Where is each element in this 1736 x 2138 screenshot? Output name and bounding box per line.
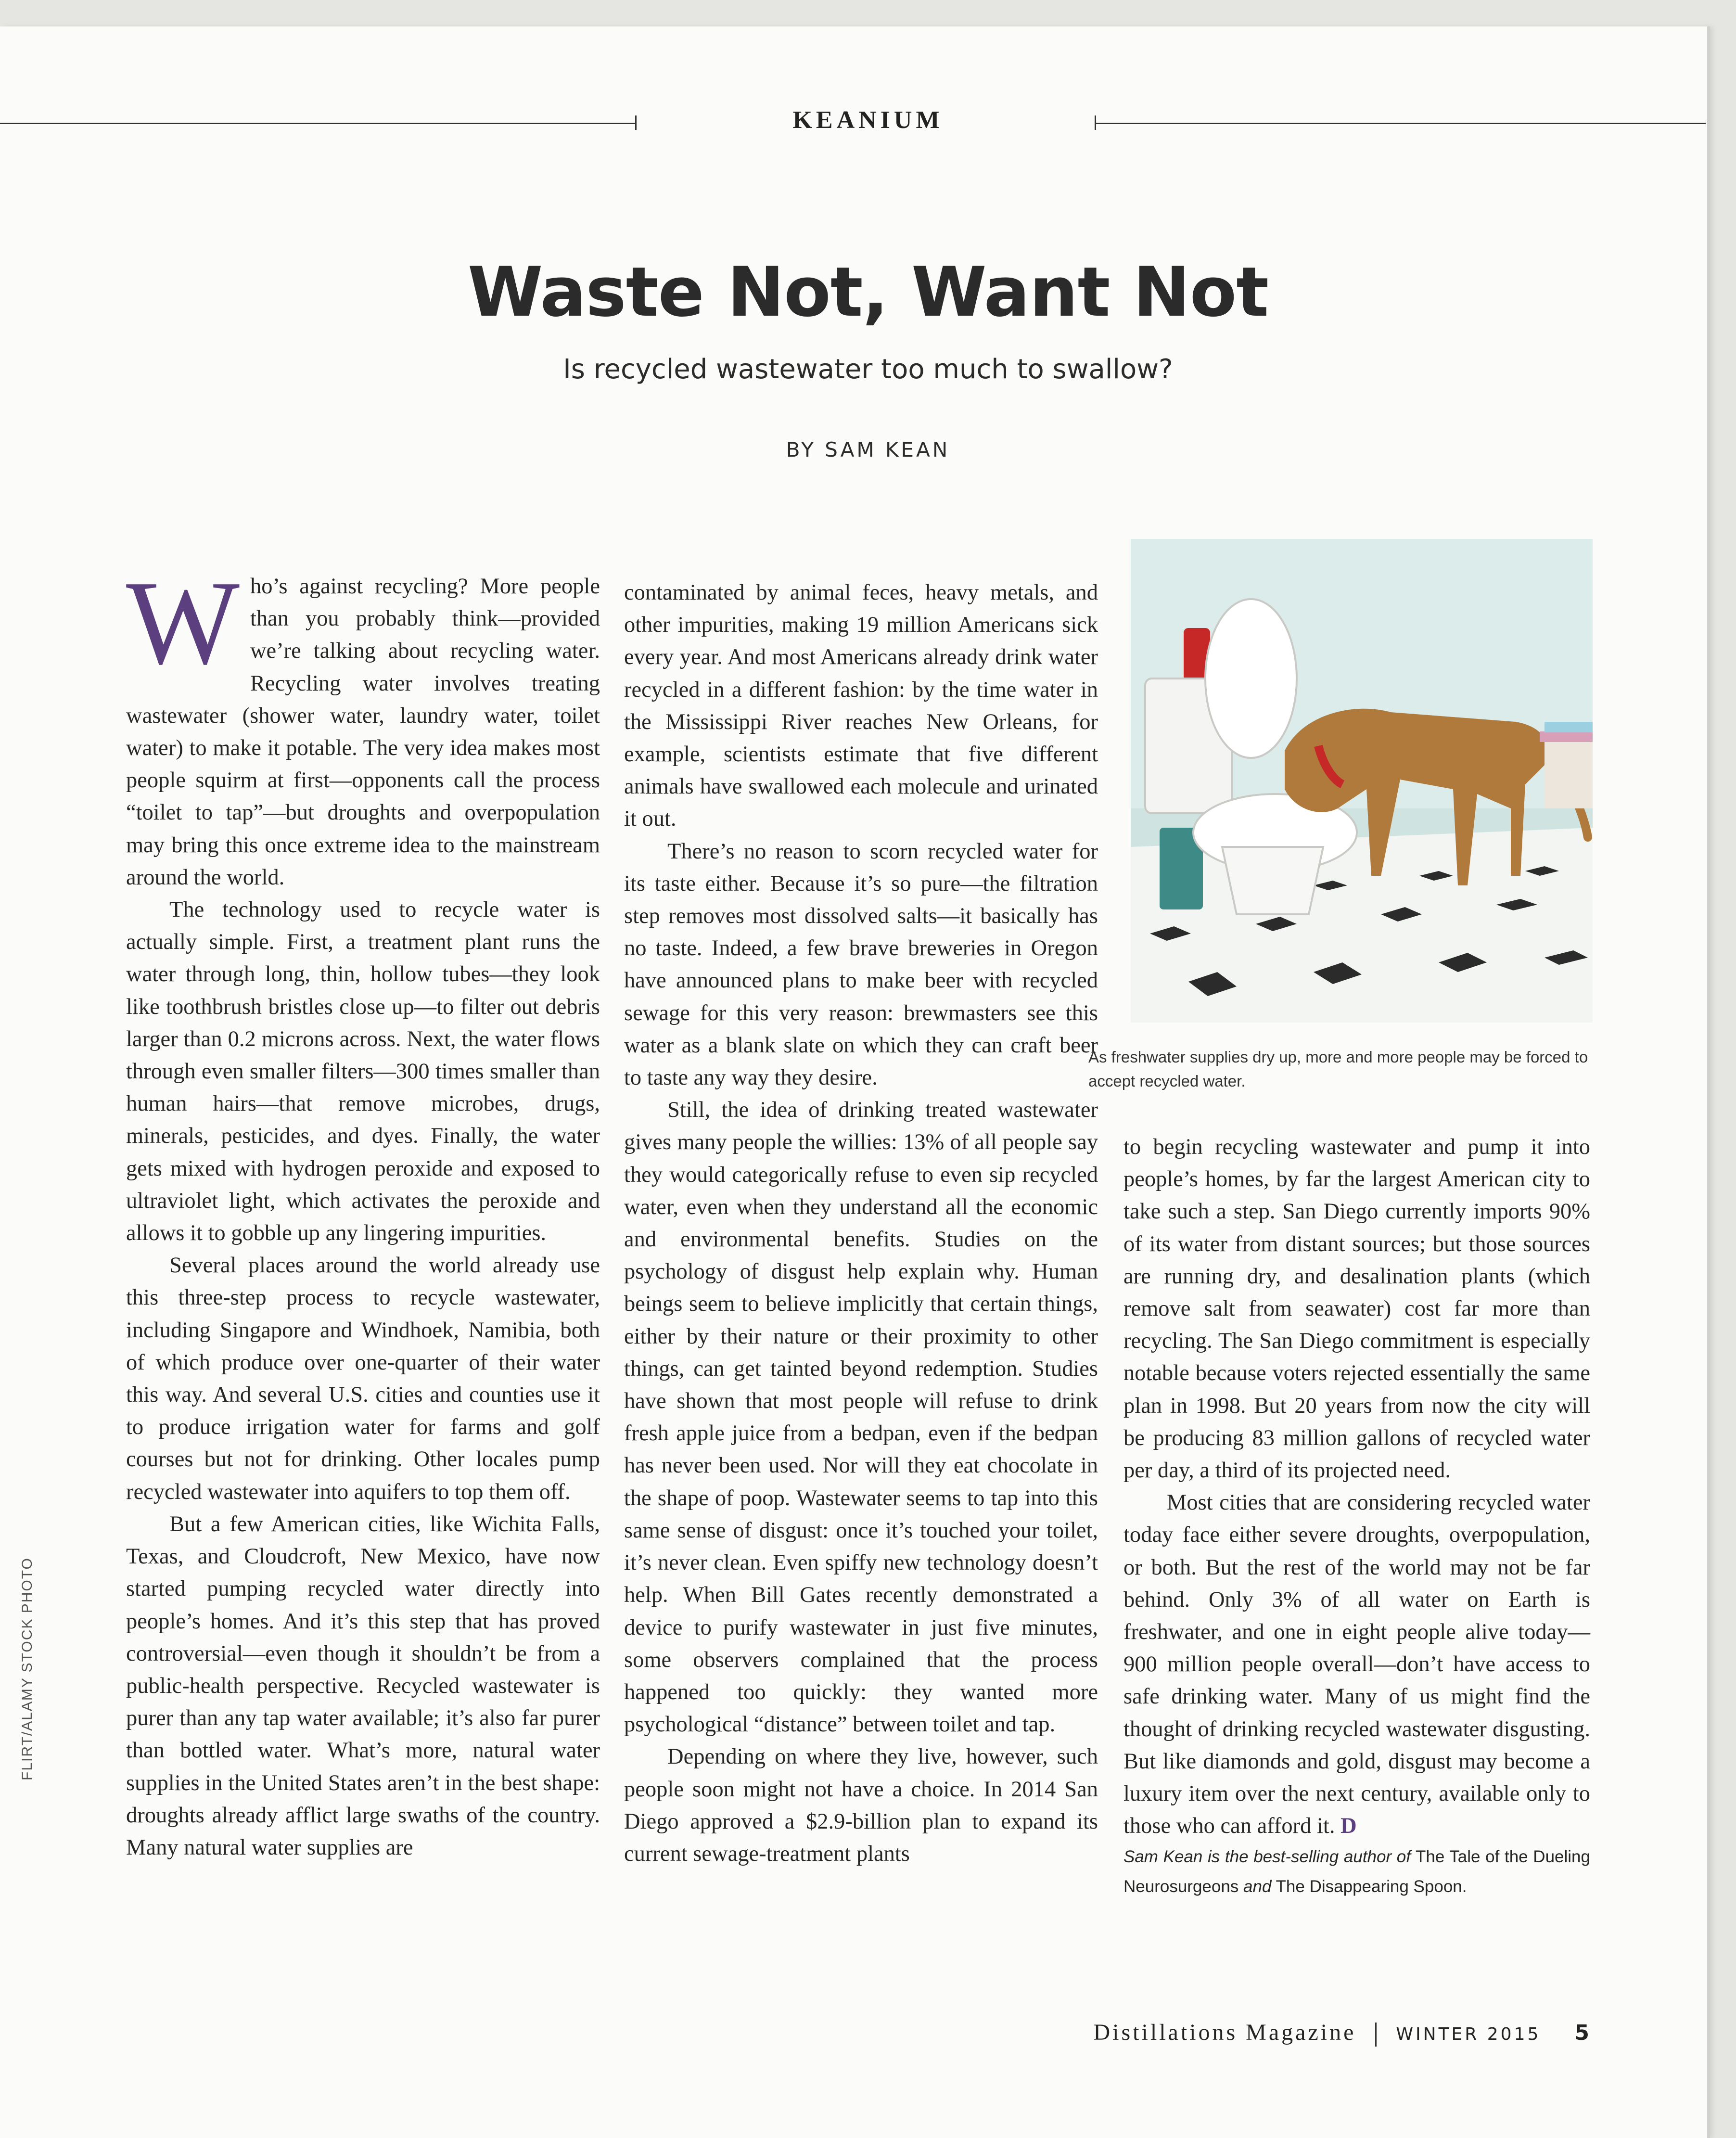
bio-prefix: Sam Kean is the best-selling author of <box>1123 1847 1411 1867</box>
page-footer <box>1094 2019 1590 2047</box>
toilet-lid <box>1205 599 1297 758</box>
laundry-basket <box>1545 741 1593 808</box>
paragraph-1 <box>126 556 600 894</box>
dog-toilet-photo <box>1131 539 1593 1023</box>
paragraph-5: contaminated by animal feces, heavy metals, and other impurities, making 19 million Americans sick every year. And most Americans already drink water recycled in a different fashion: by the time water in the Mississippi River reaches New Orleans, for example, scientists estimate that five different animals have swallowed each molecule and urinated it out. <box>624 580 1098 832</box>
paragraph-10-text: Most cities that are considering recycled water today face either severe droughts, overpopulation, or both. But the rest of the world may not be far behind. Only 3% of all water on Earth is freshwater, and one in eight people alive today—900 million people overall—don’t have access to safe drinking water. Many of us might find the thought of drinking recycled wastewater disgusting. But like diamonds and gold, disgust may become a luxury item over the next century, available only to those who can afford it. <box>1123 1490 1590 1839</box>
column-3 <box>1123 1131 1590 1902</box>
photo-illustration <box>1131 539 1593 1023</box>
paragraph-1-text: ho’s against recycling? More people than you probably think—provided we’re talking about recycling water. Recycling water involves treating wastewater (shower water, laundry water, toilet water) to make it potable. The very idea makes most people squirm at first—opponents call the process “toilet to tap”—but droughts and overpopulation may bring this once extreme idea to the mainstream around the world. <box>126 574 600 890</box>
footer-divider <box>1375 2023 1377 2047</box>
article-title: Waste Not, Want Not <box>467 253 1269 332</box>
photo-credit: FLIRT/ALAMY STOCK PHOTO <box>19 1557 35 1780</box>
column-2 <box>624 576 1098 1870</box>
section-label: KEANIUM <box>792 106 944 134</box>
drop-cap: W <box>126 556 240 690</box>
page-number: 5 <box>1574 2021 1589 2045</box>
article-subtitle: Is recycled wastewater too much to swallow? <box>563 354 1173 385</box>
bio-book-2: The Disappearing Spoon. <box>1276 1877 1467 1896</box>
paragraph-10 <box>1123 1486 1590 1842</box>
issue-season: WINTER 2015 <box>1396 2024 1541 2044</box>
column-1 <box>126 556 600 1864</box>
author-bio <box>1123 1842 1590 1902</box>
paragraph-3: Several places around the world already use this three-step process to recycle wastewater, including Singapore and Windhoek, Namibia, both of which produce over one-quarter of their water this way. And several U.S. cities and counties use it to produce irrigation water for farms and golf courses but not for drinking. Other locales pump recycled wastewater into aquifers to top them off. <box>126 1253 600 1504</box>
paragraph-6: There’s no reason to scorn recycled water for its taste either. Because it’s so pure—the filtration step removes most dissolved salts—it basically has no taste. Indeed, a few brave breweries in Oregon have announced plans to make beer with recycled sewage for this very reason: brewmasters see this water as a blank slate on which they can craft beer to taste any way they desire. <box>624 839 1098 1090</box>
paragraph-7: Still, the idea of drinking treated wastewater gives many people the willies: 13% of all people say they would categorically refuse to even sip recycled water, even when they understand all the economic and environmental benefits. Studies on the psychology of disgust help explain why. Human beings seem to believe implicitly that certain things, either by their nature or their proximity to other things, can get tainted beyond redemption. Studies have shown that most people will refuse to drink fresh apple juice from a bedpan, even if the bedpan has never been used. Nor will they eat chocolate in the shape of poop. Wastewater seems to tap into this same sense of disgust: once it’s touched your toilet, it’s never clean. Even spiffy new technology doesn’t help. When Bill Gates recently demonstrated a device to purify wastewater in just five minutes, some observers complained that the process happened too quickly: they wanted more psychological “distance” between toilet and tap. <box>624 1098 1098 1737</box>
bio-book-1: The Tale of the Dueling Neurosurgeons <box>1123 1847 1590 1896</box>
paragraph-9: to begin recycling wastewater and pump it into people’s homes, by far the largest American city to take such a step. San Diego currently imports 90% of its water from distant sources; but those sources are running dry, and desalination plants (which remove salt from seawater) cost far more than recycling. The San Diego commitment is especially notable because voters rejected essentially the same plan in 1998. But 20 years from now the city will be producing 83 million gallons of recycled water per day, a third of its projected need. <box>1123 1135 1590 1483</box>
article-byline: BY SAM KEAN <box>786 438 950 461</box>
paragraph-4: But a few American cities, like Wichita Falls, Texas, and Cloudcroft, New Mexico, have now started pumping recycled water directly into people’s homes. And it’s this step that has proved controversial—even though it shouldn’t be from a public-health perspective. Recycled wastewater is purer than any tap water available; it’s also far purer than bottled water. What’s more, natural water supplies in the United States aren’t in the best shape: droughts already afflict large swaths of the country. Many natural water supplies are <box>126 1511 600 1860</box>
photo-caption: As freshwater supplies dry up, more and more people may be forced to accept recycled water. <box>1088 1048 1588 1090</box>
bio-and: and <box>1243 1877 1272 1896</box>
end-mark-icon: D <box>1340 1814 1357 1839</box>
paragraph-8: Depending on where they live, however, such people soon might not have a choice. In 2014 San Diego approved a $2.9-billion plan to expand its current sewage-treatment plants <box>624 1744 1098 1866</box>
magazine-name: Distillations Magazine <box>1093 2020 1356 2045</box>
paragraph-2: The technology used to recycle water is actually simple. First, a treatment plant runs the water through long, thin, hollow tubes—they look like toothbrush bristles close up—to filter out debris larger than 0.2 microns across. Next, the water flows through even smaller filters—300 times smaller than human hairs—that remove microbes, drugs, minerals, pesticides, and dyes. Finally, the water gets mixed with hydrogen peroxide and exposed to ultraviolet light, which activates the peroxide and allows it to gobble up any lingering impurities. <box>126 897 600 1246</box>
